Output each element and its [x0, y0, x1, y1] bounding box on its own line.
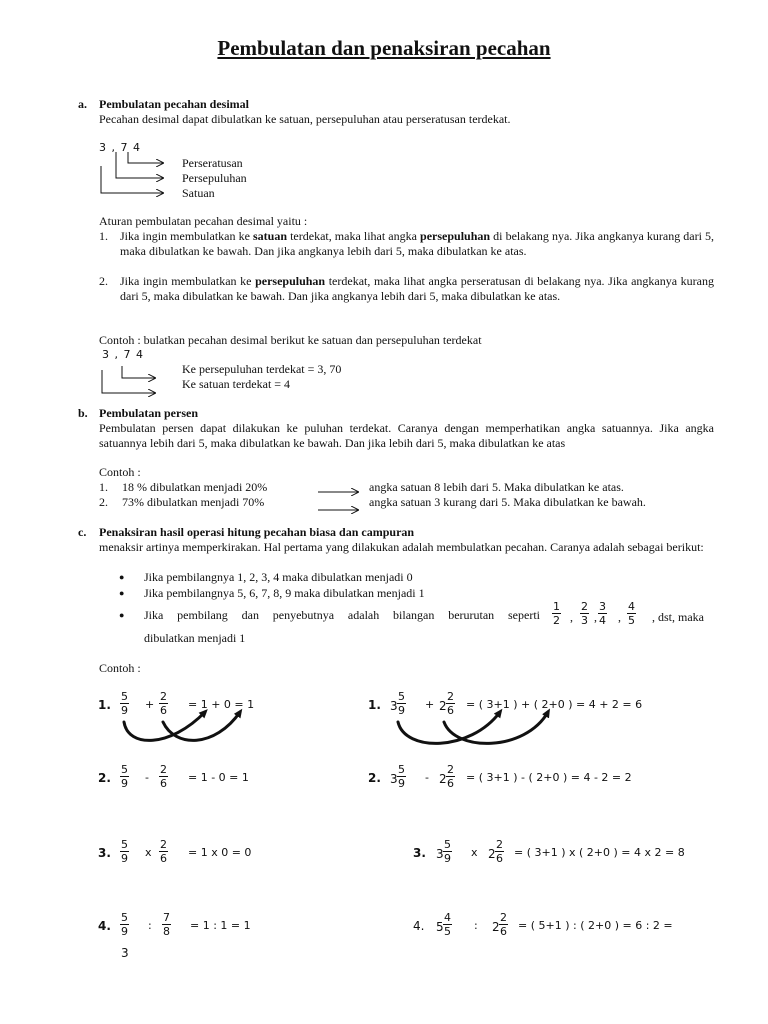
decimal-number: 3 , 7 4 [99, 141, 141, 154]
trailing-value: 3 [121, 946, 129, 960]
left-example-2-operator: - [145, 771, 149, 784]
rule-2-text: Jika ingin membulatkan ke persepuluhan terdekat, maka lihat angka perseratusan di belakang nya. Jika angkanya kurang dari 5, maka dibulatkan ke bawah. Dan jika angkanya lebih dari 5, maka dibulatkan ke atas. [120, 274, 714, 303]
section-b-body: Pembulatan persen dapat dilakukan ke puluhan terdekat. Caranya dengan memperhatikan angka satuannya. Jika angka satuannya lebih dari 5, maka dibulatkan ke bawah. Dan jika lebih dari 5, maka dibulatkan ke atas [99, 421, 714, 450]
section-b-heading: Pembulatan persen [99, 406, 198, 420]
bullet-dot-3: ● [119, 610, 125, 620]
section-a-heading: Pembulatan pecahan desimal [99, 97, 250, 111]
right-example-2-fraction-1: 5 9 [398, 763, 405, 790]
right-example-3-operator: x [471, 846, 478, 859]
left-example-3-fraction-2: 2 6 [160, 838, 167, 865]
left-example-3-fraction-1: 5 9 [121, 838, 128, 865]
bullet-comma-3: , [618, 610, 621, 624]
right-rounding-curves [398, 712, 548, 743]
label-perseratusan: Perseratusan [182, 156, 243, 170]
page-title: Pembulatan dan penaksiran pecahan [217, 36, 551, 60]
section-c-example-label: Contoh : [99, 661, 141, 675]
section-c-body: menaksir artinya memperkirakan. Hal pertama yang dilakukan adalah membulatkan pecahan. Caranya adalah sebagai berikut: [99, 540, 704, 554]
right-example-2-whole-2: 2 [439, 772, 447, 786]
example-intro: Contoh : bulatkan pecahan desimal berikut ke satuan dan persepuluhan terdekat [99, 333, 482, 347]
arrow-satuan [101, 166, 163, 193]
arrow-example-satuan [102, 370, 155, 393]
left-example-3-number: 3. [98, 846, 111, 860]
left-example-2-result: = 1 - 0 = 1 [188, 771, 249, 784]
bullet-dot-1: ● [119, 572, 125, 582]
right-example-2-fraction-2: 2 6 [447, 763, 454, 790]
left-example-4-number: 4. [98, 919, 111, 933]
right-example-3-fraction-2: 2 6 [496, 838, 503, 865]
example-result-satuan: Ke satuan terdekat = 4 [182, 377, 291, 391]
percent-example-2-reason: angka satuan 3 kurang dari 5. Maka dibulatkan ke bawah. [369, 495, 646, 509]
right-example-3-result: = ( 3+1 ) x ( 2+0 ) = 4 x 2 = 8 [514, 846, 685, 859]
right-example-1-whole-2: 2 [439, 699, 447, 713]
bullet-3-tail: , dst, maka [652, 610, 704, 624]
right-example-2-number: 2. [368, 771, 381, 785]
left-example-2-number: 2. [98, 771, 111, 785]
percent-example-1-reason: angka satuan 8 lebih dari 5. Maka dibulatkan ke atas. [369, 480, 624, 494]
bullet-dot-2: ● [119, 588, 125, 598]
bullet-fraction-1-2: 1 2 [553, 600, 560, 627]
curve-right-1 [398, 712, 500, 743]
right-example-3-fraction-1: 5 9 [444, 838, 451, 865]
right-example-1-whole-1: 3 [390, 699, 398, 713]
section-c-letter: c. [78, 525, 87, 539]
percent-example-2-text: 73% dibulatkan menjadi 70% [122, 495, 265, 509]
right-example-3-number: 3. [413, 846, 426, 860]
section-a-letter: a. [78, 97, 87, 111]
percent-arrows [318, 492, 358, 510]
percent-example-1-text: 18 % dibulatkan menjadi 20% [122, 480, 268, 494]
bullet-3-line2: dibulatkan menjadi 1 [144, 631, 246, 645]
bullet-comma-1: , [570, 610, 573, 624]
rules-intro: Aturan pembulatan pecahan desimal yaitu : [99, 214, 308, 228]
example-arrows [102, 366, 155, 393]
left-rounding-curves [124, 712, 240, 740]
left-example-1-result: = 1 + 0 = 1 [188, 698, 255, 711]
right-example-1-number: 1. [368, 698, 381, 712]
left-example-2-fraction-2: 2 6 [160, 763, 167, 790]
right-example-1-result: = ( 3+1 ) + ( 2+0 ) = 4 + 2 = 6 [466, 698, 643, 711]
right-example-2-operator: - [425, 771, 429, 784]
rule-2-number: 2. [99, 274, 108, 288]
right-example-4-result: = ( 5+1 ) : ( 2+0 ) = 6 : 2 = [518, 919, 673, 932]
percent-example-1-number: 1. [99, 480, 108, 494]
right-example-1-operator: + [425, 698, 435, 711]
label-persepuluhan: Persepuluhan [182, 171, 247, 185]
left-example-3-result: = 1 x 0 = 0 [188, 846, 252, 859]
left-example-4-fraction-1: 5 9 [121, 911, 128, 938]
right-example-4-fraction-2: 2 6 [500, 911, 507, 938]
section-b-letter: b. [78, 406, 88, 420]
left-example-4-result: = 1 : 1 = 1 [190, 919, 251, 932]
rule-1-text: Jika ingin membulatkan ke satuan terdekat, maka lihat angka persepuluhan di belakang nya. Jika angkanya kurang dari 5, maka dibulatkan ke bawah. Dan jika angkanya lebih dari 5, maka dibulatkan ke atas. [120, 229, 715, 258]
section-c-heading: Penaksiran hasil operasi hitung pecahan biasa dan campuran [99, 525, 415, 539]
example-result-persepuluhan: Ke persepuluhan terdekat = 3, 70 [182, 362, 342, 376]
label-satuan: Satuan [182, 186, 215, 200]
left-example-4-fraction-2: 7 8 [163, 911, 170, 938]
arrow-example-persepuluhan [122, 366, 155, 378]
right-example-2-whole-1: 3 [390, 772, 398, 786]
right-example-2-result: = ( 3+1 ) - ( 2+0 ) = 4 - 2 = 2 [466, 771, 632, 784]
right-example-3-whole-1: 3 [436, 847, 444, 861]
place-value-arrows [101, 152, 163, 193]
bullet-1-text: Jika pembilangnya 1, 2, 3, 4 maka dibulatkan menjadi 0 [144, 570, 413, 584]
bullet-3-text: Jika pembilang dan penyebutnya adalah bilangan berurutan seperti [144, 608, 540, 622]
left-example-3-operator: x [145, 846, 152, 859]
bullet-2-text: Jika pembilangnya 5, 6, 7, 8, 9 maka dibulatkan menjadi 1 [144, 586, 425, 600]
percent-example-2-number: 2. [99, 495, 108, 509]
bullet-fraction-3-4: 3 4 [599, 600, 606, 627]
bullet-comma-2: , [594, 610, 597, 624]
bullet-fraction-4-5: 4 5 [628, 600, 635, 627]
bullet-fraction-2-3: 2 3 [581, 600, 588, 627]
right-example-4-whole-2: 2 [492, 920, 500, 934]
right-example-3-whole-2: 2 [488, 847, 496, 861]
right-example-4-fraction-1: 4 5 [444, 911, 451, 938]
left-example-1-number: 1. [98, 698, 111, 712]
right-example-4-operator: : [474, 919, 478, 932]
right-example-4-whole-1: 5 [436, 920, 444, 934]
left-example-2-fraction-1: 5 9 [121, 763, 128, 790]
right-example-4-number: 4. [413, 919, 425, 933]
section-b-example-label: Contoh : [99, 465, 141, 479]
rule-1-number: 1. [99, 229, 108, 243]
left-example-1-fraction-1: 5 9 [121, 690, 128, 717]
arrow-perseratusan [128, 152, 163, 163]
right-example-1-fraction-2: 2 6 [447, 690, 454, 717]
section-a-intro: Pecahan desimal dapat dibulatkan ke satuan, persepuluhan atau perseratusan terdekat. [99, 112, 511, 126]
left-example-1-fraction-2: 2 6 [160, 690, 167, 717]
example-decimal-number: 3 , 7 4 [102, 348, 144, 361]
left-example-4-operator: : [148, 919, 152, 932]
arrow-persepuluhan [116, 152, 163, 178]
left-example-1-operator: + [145, 698, 155, 711]
right-example-1-fraction-1: 5 9 [398, 690, 405, 717]
